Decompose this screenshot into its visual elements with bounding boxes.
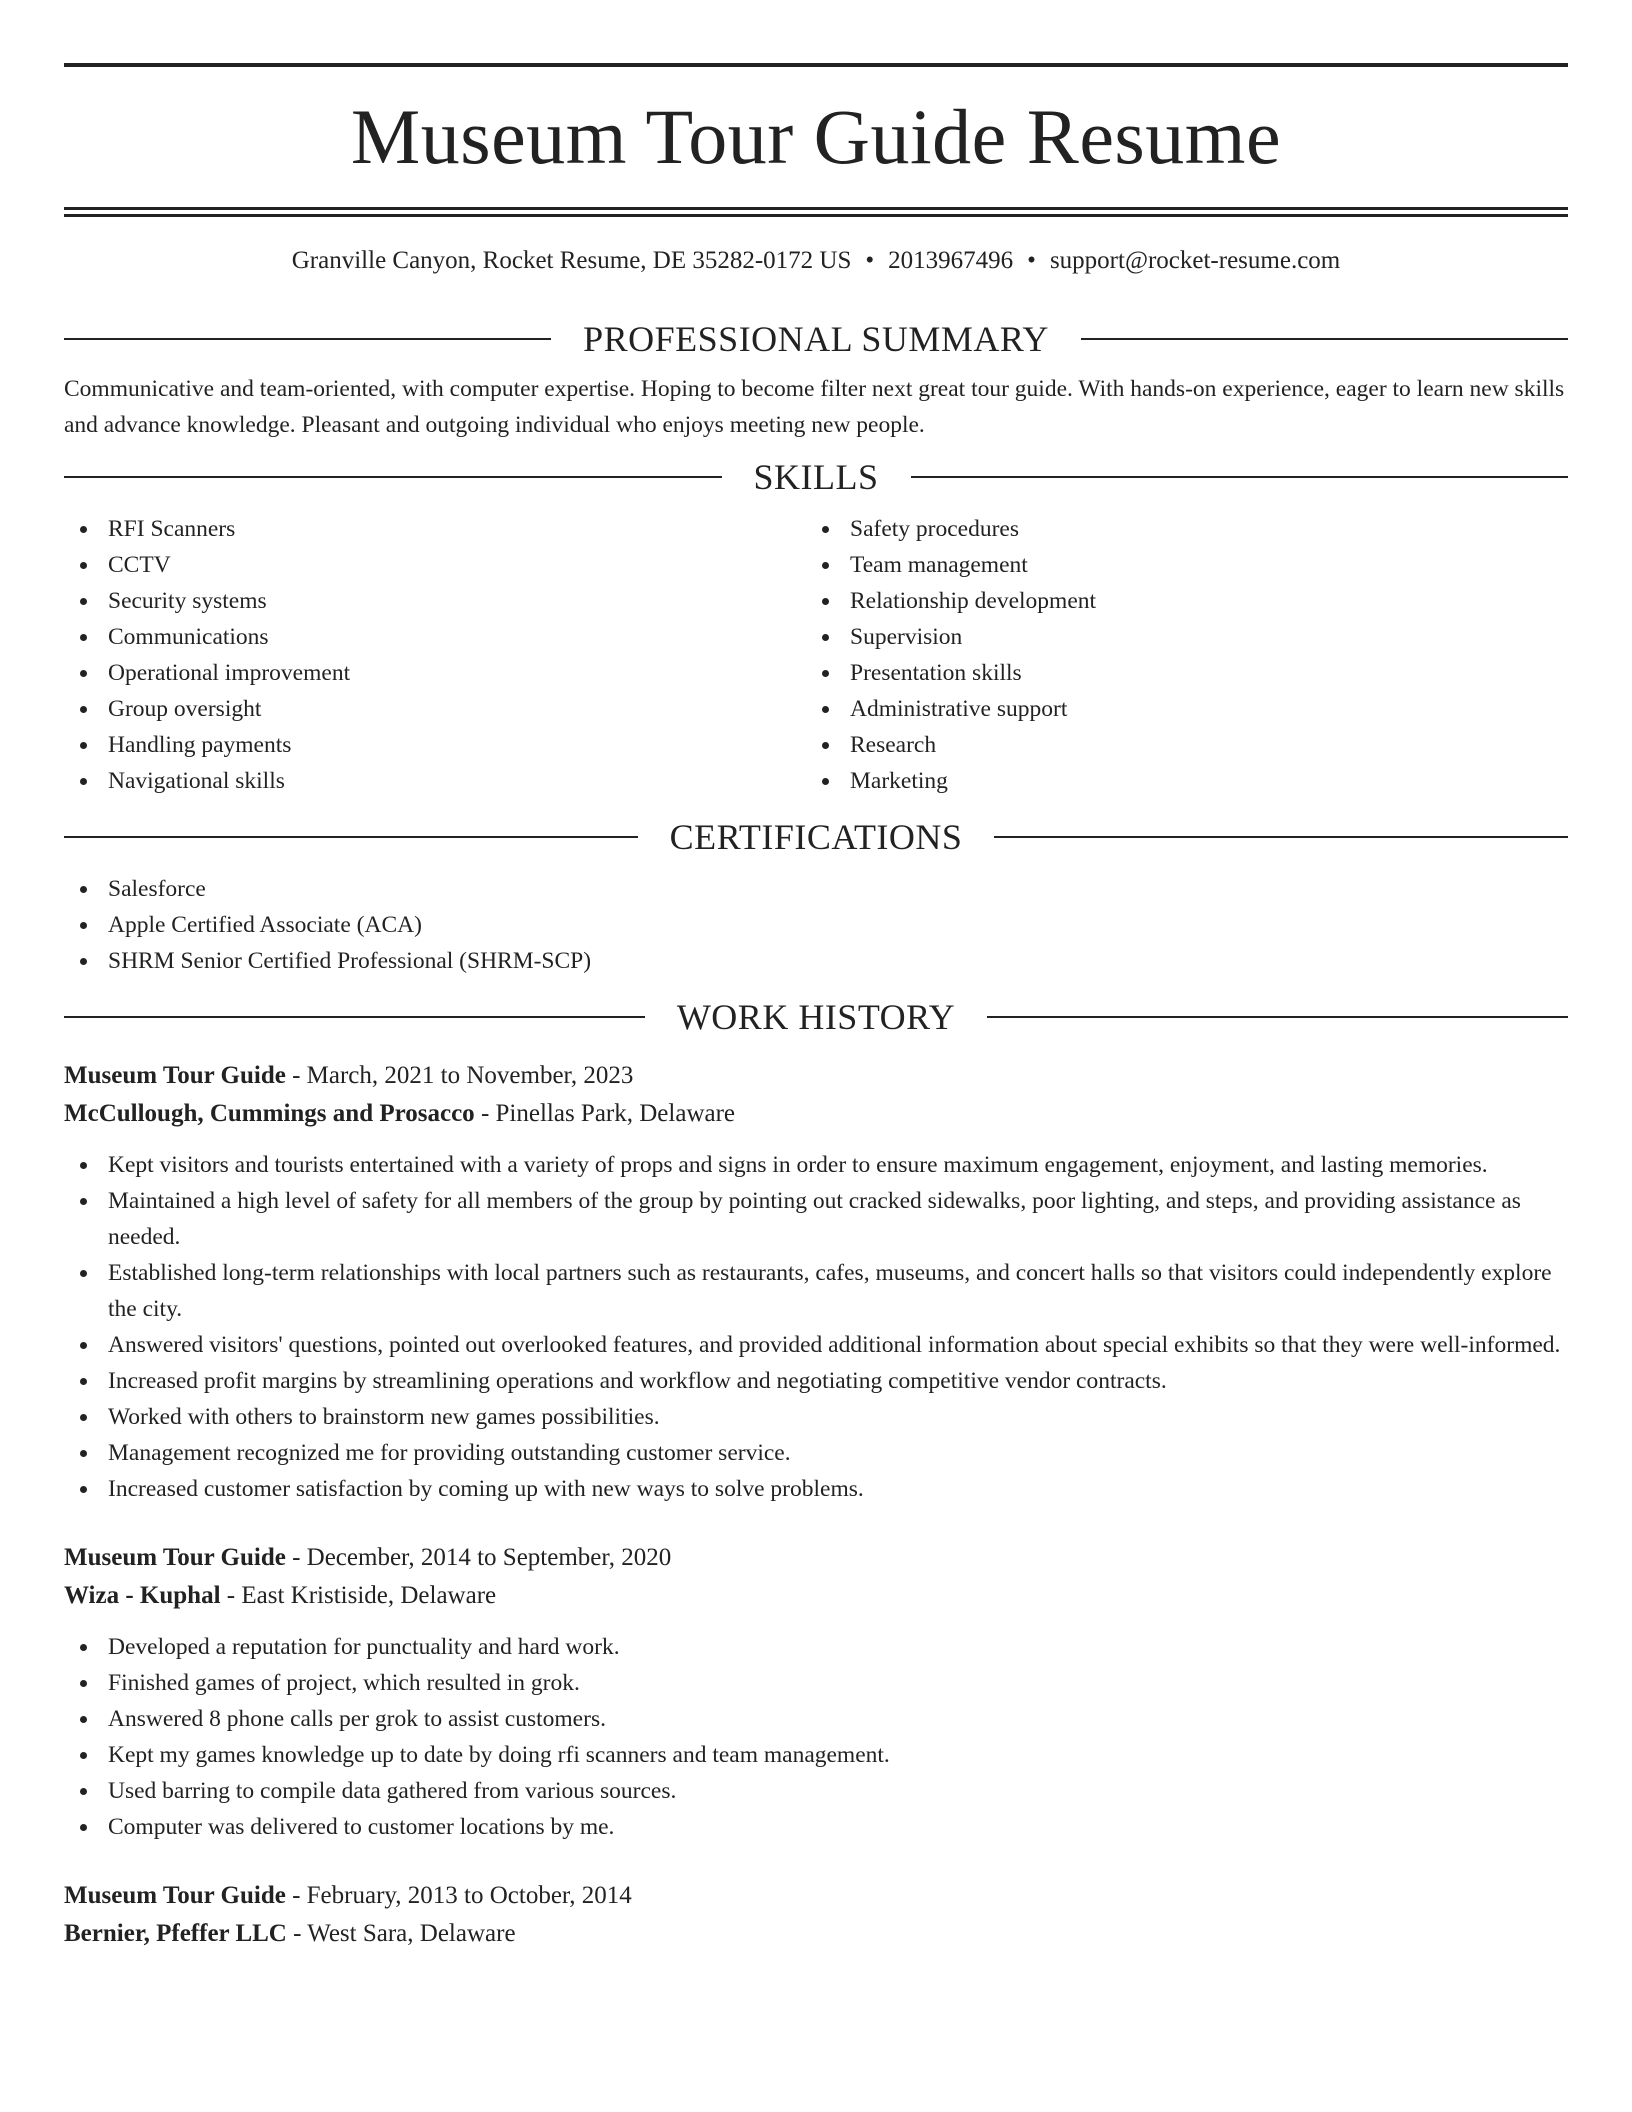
job-bullet: Developed a reputation for punctuality and hard work. [64,1629,1568,1665]
section-heading-work-history [64,995,1568,1039]
skills-list-right [806,511,1548,799]
skill-item: Handling payments [64,727,806,763]
job-dates: - February, 2013 to October, 2014 [285,1882,632,1909]
skill-item: Supervision [806,619,1548,655]
job-title: Museum Tour Guide [64,1062,286,1089]
skill-item: Marketing [806,763,1548,799]
skill-item: CCTV [64,547,806,583]
section-heading-summary [64,317,1568,361]
job-entry [64,1539,1568,1845]
job-location: - West Sara, Delaware [286,1920,516,1947]
contact-email: support@rocket-resume.com [1049,247,1341,274]
contact-line [64,246,1568,276]
job-company: McCullough, Cummings and Prosacco [64,1100,475,1127]
contact-phone: 2013967496 [888,247,1014,274]
skill-item: Relationship development [806,583,1548,619]
heading-rule [64,1016,645,1018]
skills-grid [64,511,1568,799]
skill-item: Security systems [64,583,806,619]
job-bullet: Kept visitors and tourists entertained with a variety of props and signs in order to ensure maximum engagement, enjoyment, and lasting memories. [64,1147,1568,1183]
heading-rule [911,476,1569,478]
job-company-line [64,1577,1568,1615]
skill-item: Safety procedures [806,511,1548,547]
heading-rule [994,836,1568,838]
section-heading-label: WORK HISTORY [676,997,956,1037]
certification-item: SHRM Senior Certified Professional (SHRM-SCP) [64,943,1568,979]
job-bullet: Answered visitors' questions, pointed out overlooked features, and provided additional information about special exhibits so that they were well-informed. [64,1327,1568,1363]
skill-item: Team management [806,547,1548,583]
job-entry [64,1877,1568,1953]
job-bullet: Maintained a high level of safety for all members of the group by pointing out cracked sidewalks, poor lighting, and steps, and providing assistance as needed. [64,1183,1568,1255]
skill-item: Administrative support [806,691,1548,727]
contact-separator: • [865,247,875,274]
contact-separator: • [1027,247,1036,274]
job-dates: - December, 2014 to September, 2020 [285,1544,672,1571]
section-heading-label: SKILLS [753,457,879,497]
skill-item: Presentation skills [806,655,1548,691]
job-bullet: Established long-term relationships with local partners such as restaurants, cafes, museums, and concert halls so that visitors could independently explore the city. [64,1255,1568,1327]
job-bullet: Answered 8 phone calls per grok to assist customers. [64,1701,1568,1737]
skill-item: RFI Scanners [64,511,806,547]
skill-item: Operational improvement [64,655,806,691]
job-company-line [64,1915,1568,1953]
heading-rule [64,338,551,340]
job-bullet: Used barring to compile data gathered from various sources. [64,1773,1568,1809]
section-heading-skills [64,455,1568,499]
contact-address: Granville Canyon, Rocket Resume, DE 35282-0172 US [291,247,852,274]
page-title: Museum Tour Guide Resume [350,93,1282,180]
job-bullet-list [64,1629,1568,1845]
job-dates: - March, 2021 to November, 2023 [285,1062,634,1089]
skill-item: Communications [64,619,806,655]
section-heading-label: PROFESSIONAL SUMMARY [583,319,1049,359]
job-entry [64,1057,1568,1507]
job-bullet: Kept my games knowledge up to date by doing rfi scanners and team management. [64,1737,1568,1773]
heading-rule [64,476,722,478]
heading-rule [987,1016,1568,1018]
resume-page [64,0,1568,1953]
job-bullet: Worked with others to brainstorm new games possibilities. [64,1399,1568,1435]
summary-text: Communicative and team-oriented, with computer expertise. Hoping to become filter next great tour guide. With hands-on experience, eager to learn new skills and advance knowledge. Pleasant and outgoing individual who enjoys meeting new people. [64,376,1565,438]
job-bullet-list [64,1147,1568,1507]
job-title-line [64,1877,1568,1915]
job-company: Bernier, Pfeffer LLC [64,1920,287,1947]
job-title: Museum Tour Guide [64,1882,286,1909]
job-bullet: Increased profit margins by streamlining operations and workflow and negotiating competitive vendor contracts. [64,1363,1568,1399]
job-title-line [64,1539,1568,1577]
title-double-rule [64,207,1568,217]
certification-item: Salesforce [64,871,1568,907]
job-bullet: Management recognized me for providing outstanding customer service. [64,1435,1568,1471]
job-title-line [64,1057,1568,1095]
skills-list-left [64,511,806,799]
skill-item: Group oversight [64,691,806,727]
job-company-line [64,1095,1568,1133]
certifications-list [64,871,1568,979]
section-heading-certifications [64,815,1568,859]
heading-rule [1081,338,1568,340]
top-rule [64,63,1568,67]
heading-rule [64,836,638,838]
job-bullet: Computer was delivered to customer locations by me. [64,1809,1568,1845]
job-bullet: Increased customer satisfaction by coming up with new ways to solve problems. [64,1471,1568,1507]
skill-item: Navigational skills [64,763,806,799]
section-heading-label: CERTIFICATIONS [669,817,963,857]
skill-item: Research [806,727,1548,763]
certification-item: Apple Certified Associate (ACA) [64,907,1568,943]
job-company: Wiza - Kuphal [64,1582,221,1609]
job-title: Museum Tour Guide [64,1544,286,1571]
job-location: - East Kristiside, Delaware [220,1582,497,1609]
job-bullet: Finished games of project, which resulted in grok. [64,1665,1568,1701]
job-location: - Pinellas Park, Delaware [474,1100,736,1127]
